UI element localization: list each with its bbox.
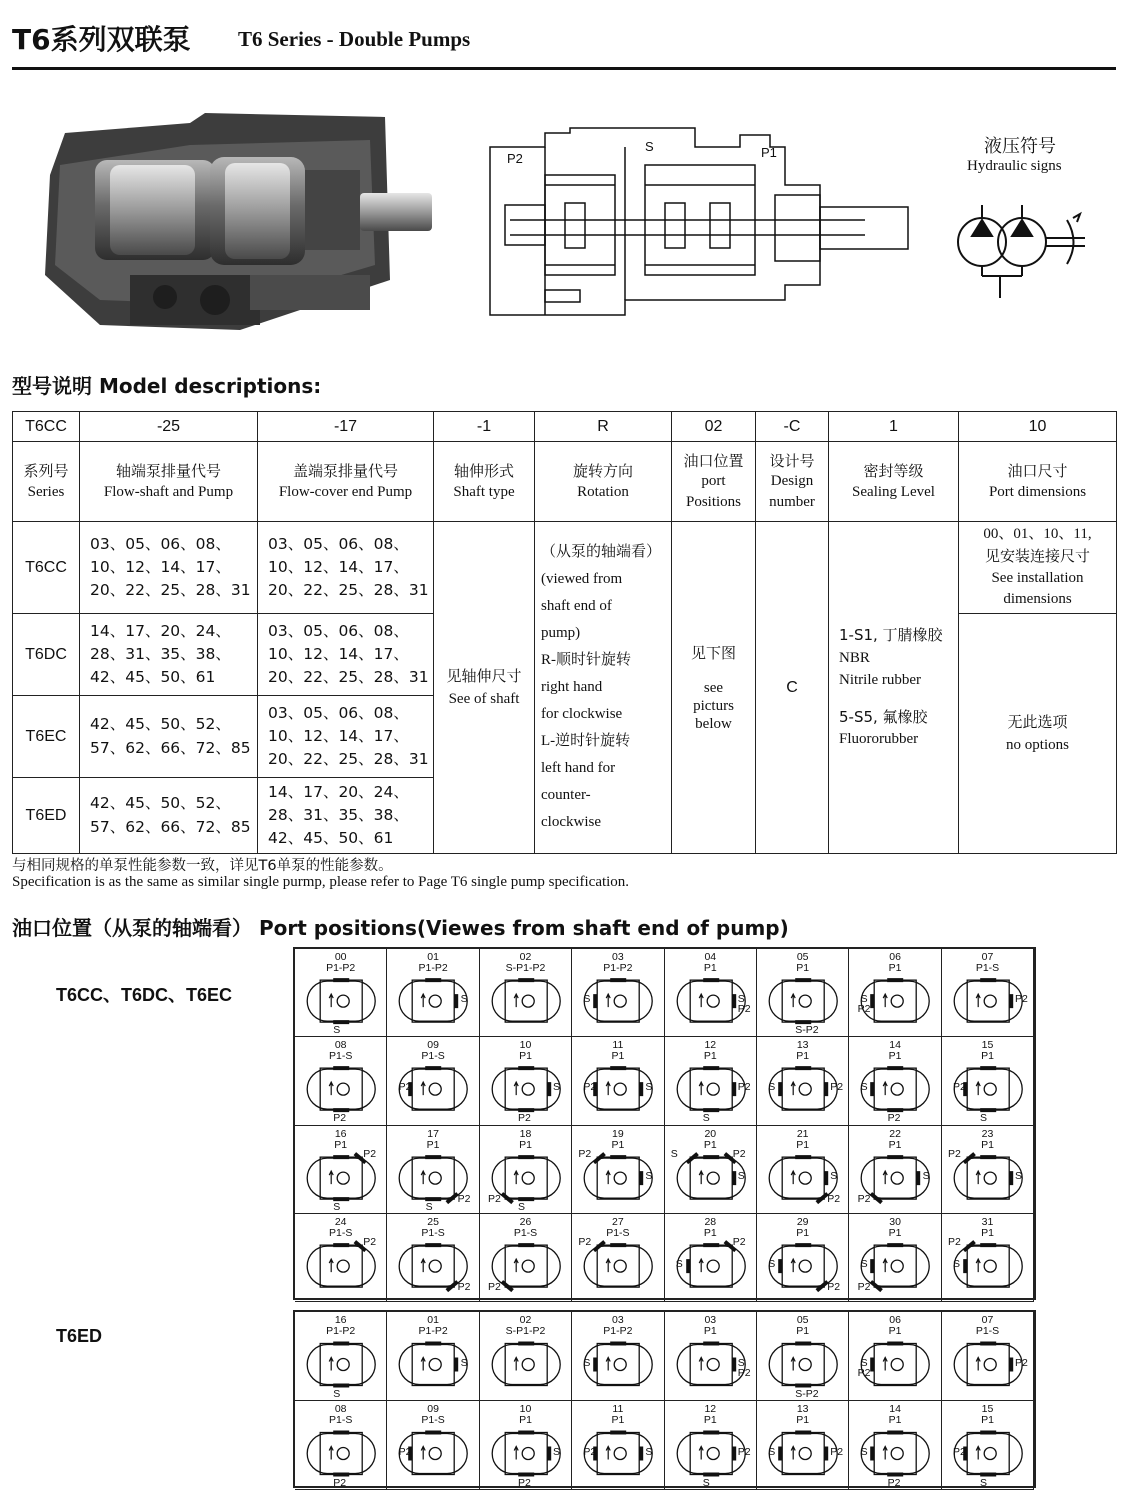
port-bottom-label: S-P2 <box>795 1024 819 1037</box>
design-cell: C <box>756 522 829 854</box>
pump-outline-icon <box>295 1312 387 1401</box>
port-left-label: P2 <box>398 1081 412 1094</box>
port-cell-04 <box>665 949 757 1037</box>
port-code: 06 <box>889 1314 901 1326</box>
port-top-right-label: P2 <box>363 1147 377 1160</box>
port-top-label: P1-S <box>975 962 1000 974</box>
port-right-label: P2 <box>737 1081 751 1094</box>
port-cell-21 <box>757 1126 849 1214</box>
port-dim-top-cell: 00、01、10、11, 见安装连接尺寸 See installation dimensions <box>959 522 1117 614</box>
port-bottom-right-label: P2 <box>457 1280 471 1293</box>
header-port-dimension: 油口尺寸 Port dimensions <box>959 442 1117 522</box>
port-code: 17 <box>427 1127 439 1140</box>
port-top-label: P1 <box>888 1226 902 1239</box>
pump-outline-icon <box>572 1214 664 1302</box>
port-cell-07 <box>942 949 1034 1037</box>
series-cell: T6EC <box>13 696 80 778</box>
port-cell-05 <box>757 949 849 1037</box>
title-divider <box>12 67 1116 70</box>
port-code: 12 <box>704 1403 717 1415</box>
port-code: 03 <box>612 951 624 963</box>
port-top-label: P1-P2 <box>418 1325 448 1337</box>
port-cell-27 <box>572 1214 664 1302</box>
port-code: 13 <box>796 1039 809 1052</box>
port-code: 14 <box>889 1403 901 1415</box>
port-cell-31 <box>942 1214 1034 1302</box>
port-top-label: P1 <box>703 1138 717 1151</box>
page-title-cn: T6系列双联泵 <box>12 23 191 56</box>
port-code: 21 <box>796 1127 809 1140</box>
drawing-label-p1: P1 <box>761 145 777 160</box>
group2-label: T6ED <box>56 1326 103 1346</box>
port-cell-12 <box>665 1037 757 1125</box>
pump-outline-icon <box>295 949 387 1037</box>
port-code: 25 <box>427 1215 439 1228</box>
port-right-label: P2 <box>737 1445 751 1458</box>
header-series: 系列号 Series <box>13 442 80 522</box>
port-right-label: P2 <box>830 1445 844 1458</box>
port-code: 03 <box>612 1314 624 1326</box>
port-cell-15 <box>942 1037 1034 1125</box>
port-code: 10 <box>519 1403 532 1415</box>
port-bottom-label: S <box>979 1112 987 1125</box>
port-left-label: S <box>952 1257 960 1270</box>
port-left-label: S <box>768 1445 776 1458</box>
port-cell-30 <box>849 1214 941 1302</box>
pump-outline-icon <box>480 949 572 1037</box>
port-cell-17 <box>387 1126 479 1214</box>
port-cell-11 <box>572 1037 664 1125</box>
port-cell-13 <box>757 1037 849 1125</box>
port-bottom-left-label: P2 <box>487 1280 501 1293</box>
port-code: 11 <box>612 1039 624 1052</box>
hydraulic-signs-en: Hydraulic signs <box>967 158 1062 174</box>
port-code: 02 <box>519 1314 532 1326</box>
port-bottom-label: S <box>979 1476 987 1489</box>
port-top-label: P1 <box>888 1325 902 1337</box>
port-right-label: P2 <box>1014 993 1028 1006</box>
port-top-left-label: P2 <box>578 1147 592 1160</box>
port-top-right-label: P2 <box>363 1235 377 1248</box>
port-left-label: P2 <box>952 1081 966 1094</box>
port-code: 05 <box>796 1314 809 1326</box>
port-top-label: P1 <box>981 1226 994 1239</box>
port-top-label: P1-S <box>421 1226 445 1239</box>
port-code: 29 <box>796 1215 809 1228</box>
code-shaft-type: -1 <box>434 412 535 442</box>
port-code: 07 <box>981 951 994 963</box>
port-bottom-left-label: P2 <box>487 1192 501 1205</box>
shaft-values-cell: 14、17、20、24、 28、31、35、38、 42、45、50、61 <box>80 614 258 696</box>
port-top-left-label: P2 <box>947 1147 961 1160</box>
port-top-label: P1 <box>703 962 717 974</box>
port-right-label: S <box>737 993 745 1006</box>
pump-outline-icon <box>480 1312 572 1401</box>
port-top-label: P1 <box>981 1138 994 1151</box>
port-cell-07 <box>942 1312 1034 1401</box>
port-left-label: S <box>860 1257 868 1270</box>
pump-section-drawing <box>485 125 915 320</box>
port-bottom-label: S-P2 <box>795 1387 819 1400</box>
port-positions-title: 油口位置（从泵的轴端看） Port positions(Viewes from shaft end of pump) <box>12 916 789 940</box>
port-code: 12 <box>704 1039 717 1052</box>
port-top-label: P1 <box>796 1226 810 1239</box>
port-cell-12 <box>665 1401 757 1490</box>
port-top-label: P1 <box>611 1138 625 1151</box>
port-bottom-label: S <box>702 1112 710 1125</box>
port-code: 01 <box>427 1314 439 1326</box>
port-top-label: P1-S <box>606 1226 630 1239</box>
port-code: 15 <box>981 1039 994 1052</box>
port-cell-14 <box>849 1401 941 1490</box>
port-right-label: S <box>552 1081 560 1094</box>
port-code: 08 <box>334 1039 347 1052</box>
port-top-label: P1 <box>519 1138 532 1151</box>
port-cell-05 <box>757 1312 849 1401</box>
port-cell-16 <box>295 1312 387 1401</box>
shaft-values-cell: 42、45、50、52、 57、62、66、72、85 <box>80 778 258 854</box>
port-right-label: S <box>645 1169 653 1182</box>
header-cover-pump: 盖端泵排量代号 Flow-cover end Pump <box>258 442 434 522</box>
port-top-label: P1-P2 <box>418 962 448 974</box>
port-top-label: P1-P2 <box>326 962 356 974</box>
port-position-cell: 见下图 see picturs below <box>672 522 756 854</box>
port-cell-10 <box>480 1401 572 1490</box>
port-left-label: S <box>583 1356 591 1369</box>
port-top-label: P1-S <box>975 1325 1000 1337</box>
port-top-label: P1-S <box>329 1414 353 1426</box>
port-bottom-label: S <box>425 1200 433 1213</box>
port-code: 00 <box>334 951 347 963</box>
spec-note-cn: 与相同规格的单泵性能参数一致，详见T6单泵的性能参数。 <box>12 858 393 874</box>
pump-photo <box>40 105 435 340</box>
port-cell-02 <box>480 949 572 1037</box>
port-code: 08 <box>334 1403 347 1415</box>
port-top-left-label: P2 <box>947 1235 961 1248</box>
port-bottom-label: S <box>702 1476 710 1489</box>
port-dim-bottom-cell: 无此选项 no options <box>959 614 1117 854</box>
port-left-label: P2 <box>583 1445 597 1458</box>
port-cell-00 <box>295 949 387 1037</box>
port-code: 28 <box>704 1215 717 1228</box>
port-left-label: S <box>860 1081 868 1094</box>
port-code: 27 <box>612 1215 624 1228</box>
port-code: 14 <box>889 1039 901 1052</box>
port-top-right-label: P2 <box>732 1235 746 1248</box>
port-top-label: P1 <box>519 1414 532 1426</box>
port-top-label: P1 <box>334 1138 348 1151</box>
port-cell-01 <box>387 1312 479 1401</box>
table-row <box>13 522 1117 614</box>
port-bottom-left-label: P2 <box>857 1280 871 1293</box>
port-left-label-2: P2 <box>857 1003 871 1016</box>
header-rotation: 旋转方向 Rotation <box>535 442 672 522</box>
port-bottom-label: S <box>333 1387 341 1400</box>
model-descriptions-title: 型号说明 Model descriptions: <box>12 374 322 398</box>
port-top-label: P1 <box>796 1325 810 1337</box>
port-top-label: P1-P2 <box>603 962 633 974</box>
code-cover-pump: -17 <box>258 412 434 442</box>
code-design: -C <box>756 412 829 442</box>
port-cell-16 <box>295 1126 387 1214</box>
port-left-label: P2 <box>398 1445 412 1458</box>
cover-values-cell: 03、05、06、08、 10、12、14、17、 20、22、25、28、31 <box>258 522 434 614</box>
port-bottom-right-label: P2 <box>457 1192 471 1205</box>
port-grid-group1 <box>293 947 1036 1300</box>
header-port-position: 油口位置 port Positions <box>672 442 756 522</box>
port-right-label: S <box>645 1081 653 1094</box>
port-cell-06 <box>849 1312 941 1401</box>
port-bottom-label: P2 <box>517 1112 531 1125</box>
port-bottom-left-label: P2 <box>857 1192 871 1205</box>
port-cell-15 <box>942 1401 1034 1490</box>
port-cell-22 <box>849 1126 941 1214</box>
port-code: 11 <box>612 1403 624 1415</box>
port-cell-08 <box>295 1401 387 1490</box>
port-top-label: P1-S <box>329 1226 353 1239</box>
port-cell-18 <box>480 1126 572 1214</box>
port-code: 13 <box>796 1403 809 1415</box>
model-descriptions-table <box>12 411 1117 854</box>
pump-outline-icon <box>295 1126 387 1214</box>
shaft-values-cell: 42、45、50、52、 57、62、66、72、85 <box>80 696 258 778</box>
port-code: 16 <box>334 1314 347 1326</box>
port-top-label: P1 <box>796 1414 810 1426</box>
port-cell-08 <box>295 1037 387 1125</box>
port-top-label: P1-S <box>329 1050 353 1063</box>
port-right-label: S <box>737 1169 745 1182</box>
port-top-label: P1 <box>796 1050 810 1063</box>
port-cell-02 <box>480 1312 572 1401</box>
port-cell-29 <box>757 1214 849 1302</box>
cover-values-cell: 03、05、06、08、 10、12、14、17、 20、22、25、28、31 <box>258 614 434 696</box>
port-cell-01 <box>387 949 479 1037</box>
header-shaft-type: 轴伸形式 Shaft type <box>434 442 535 522</box>
port-top-label: P1 <box>981 1414 994 1426</box>
port-top-label: P1-S <box>421 1414 445 1426</box>
spec-note-en: Specification is as the same as similar single purmp, please refer to Page T6 single pump specification. <box>12 874 630 890</box>
code-shaft-pump: -25 <box>80 412 258 442</box>
port-left-label: S <box>583 993 591 1006</box>
group1-label: T6CC、T6DC、T6EC <box>56 985 233 1005</box>
port-cell-28 <box>665 1214 757 1302</box>
port-top-right-label: P2 <box>732 1147 746 1160</box>
port-top-label: P1 <box>426 1138 440 1151</box>
port-top-label: S-P1-P2 <box>505 962 546 974</box>
port-code: 18 <box>519 1127 532 1140</box>
port-bottom-right-label: P2 <box>827 1280 841 1293</box>
port-cell-23 <box>942 1126 1034 1214</box>
port-top-label: P1 <box>888 1050 902 1063</box>
port-right-label: S <box>460 1356 468 1369</box>
port-top-label: P1 <box>611 1414 625 1426</box>
header-design: 设计号 Design number <box>756 442 829 522</box>
port-cell-09 <box>387 1401 479 1490</box>
port-bottom-label: P2 <box>887 1112 901 1125</box>
port-cell-20 <box>665 1126 757 1214</box>
port-bottom-label: P2 <box>887 1476 901 1489</box>
series-cell: T6CC <box>13 522 80 614</box>
port-top-label: P1 <box>703 1325 717 1337</box>
port-top-left-label: P2 <box>578 1235 592 1248</box>
port-left-label: S <box>860 993 868 1006</box>
code-sealing: 1 <box>829 412 959 442</box>
pump-outline-icon <box>295 1214 387 1302</box>
port-top-label: P1 <box>796 962 810 974</box>
code-rotation: R <box>535 412 672 442</box>
port-cell-11 <box>572 1401 664 1490</box>
port-bottom-label: S <box>333 1024 341 1037</box>
port-cell-03 <box>572 1312 664 1401</box>
port-cell-14 <box>849 1037 941 1125</box>
port-right-label: P2 <box>830 1081 844 1094</box>
port-cell-06 <box>849 949 941 1037</box>
port-bottom-label: P2 <box>517 1476 531 1489</box>
port-left-label: S <box>768 1081 776 1094</box>
port-bottom-label: S <box>517 1200 525 1213</box>
port-left-label: P2 <box>583 1081 597 1094</box>
port-code: 16 <box>334 1127 347 1140</box>
port-top-label: P1 <box>703 1050 717 1063</box>
header-sealing: 密封等级 Sealing Level <box>829 442 959 522</box>
port-top-label: P1 <box>981 1050 994 1063</box>
port-code: 03 <box>704 1314 717 1326</box>
port-left-label-2: P2 <box>857 1366 871 1379</box>
port-top-label: P1 <box>703 1414 717 1426</box>
port-code: 10 <box>519 1039 532 1052</box>
port-grid-group2 <box>293 1310 1036 1488</box>
port-right-label: P2 <box>1014 1356 1028 1369</box>
port-top-left-label: S <box>670 1147 678 1160</box>
drawing-label-p2: P2 <box>507 151 523 166</box>
port-top-label: P1 <box>519 1050 532 1063</box>
hydraulic-symbol-icon <box>955 200 1090 300</box>
port-cell-10 <box>480 1037 572 1125</box>
code-port-dimension: 10 <box>959 412 1117 442</box>
port-cell-03 <box>572 949 664 1037</box>
port-code: 31 <box>981 1215 994 1228</box>
port-cell-25 <box>387 1214 479 1302</box>
port-right-label: S <box>737 1356 745 1369</box>
port-top-label: P1 <box>888 962 902 974</box>
port-code: 26 <box>519 1215 532 1228</box>
port-code: 09 <box>427 1039 439 1052</box>
port-code: 02 <box>519 951 532 963</box>
shaft-type-cell: 见轴伸尺寸 See of shaft <box>434 522 535 854</box>
port-cell-03 <box>665 1312 757 1401</box>
series-cell: T6ED <box>13 778 80 854</box>
drawing-label-s: S <box>645 139 654 154</box>
port-top-label: P1-S <box>513 1226 538 1239</box>
sealing-cell: 1-S1, 丁腈橡胶 NBR Nitrile rubber 5-S5, 氟橡胶 Fluororubber <box>829 522 959 854</box>
port-cell-24 <box>295 1214 387 1302</box>
port-right-label: S <box>552 1445 560 1458</box>
port-code: 15 <box>981 1403 994 1415</box>
port-left-label: P2 <box>952 1445 966 1458</box>
port-bottom-right-label: P2 <box>827 1192 841 1205</box>
cover-values-cell: 03、05、06、08、 10、12、14、17、 20、22、25、28、31 <box>258 696 434 778</box>
port-left-label: S <box>860 1445 868 1458</box>
shaft-values-cell: 03、05、06、08、 10、12、14、17、 20、22、25、28、31 <box>80 522 258 614</box>
port-bottom-label: P2 <box>333 1112 347 1125</box>
port-right-label-2: P2 <box>737 1003 751 1016</box>
port-top-label: P1-P2 <box>326 1325 356 1337</box>
hydraulic-signs-cn: 液压符号 <box>984 136 1056 157</box>
port-code: 23 <box>981 1127 994 1140</box>
rotation-cell: （从泵的轴端看） (viewed from shaft end of pump) R-顺时针旋转 right hand for clockwise L-逆时针旋转 left hand for counter- clockwise <box>535 522 672 854</box>
port-code: 09 <box>427 1403 439 1415</box>
port-cell-09 <box>387 1037 479 1125</box>
port-code: 20 <box>704 1127 717 1140</box>
code-series: T6CC <box>13 412 80 442</box>
port-top-label: P1 <box>888 1138 902 1151</box>
port-top-label: P1 <box>703 1226 717 1239</box>
port-top-label: P1 <box>611 1050 625 1063</box>
port-left-label: S <box>768 1257 776 1270</box>
port-left-label: S <box>860 1356 868 1369</box>
header-shaft-pump: 轴端泵排量代号 Flow-shaft and Pump <box>80 442 258 522</box>
port-code: 19 <box>612 1127 624 1140</box>
port-top-label: S-P1-P2 <box>505 1325 546 1337</box>
port-right-label: S <box>830 1169 838 1182</box>
port-code: 30 <box>889 1215 901 1228</box>
port-cell-13 <box>757 1401 849 1490</box>
port-code: 22 <box>889 1127 901 1140</box>
port-code: 07 <box>981 1314 994 1326</box>
port-right-label: S <box>922 1169 930 1182</box>
port-bottom-label: S <box>333 1200 341 1213</box>
port-right-label-2: P2 <box>737 1366 751 1379</box>
port-top-label: P1 <box>888 1414 902 1426</box>
cover-values-cell: 14、17、20、24、 28、31、35、38、 42、45、50、61 <box>258 778 434 854</box>
port-top-label: P1-S <box>421 1050 445 1063</box>
header-row <box>13 442 1117 522</box>
code-port-position: 02 <box>672 412 756 442</box>
port-right-label: S <box>460 993 468 1006</box>
port-bottom-label: P2 <box>333 1476 347 1489</box>
port-left-label: S <box>675 1257 683 1270</box>
port-code: 01 <box>427 951 439 963</box>
port-cell-19 <box>572 1126 664 1214</box>
port-code: 24 <box>334 1215 347 1228</box>
page-title-en: T6 Series - Double Pumps <box>238 27 471 51</box>
port-top-label: P1-P2 <box>603 1325 633 1337</box>
port-right-label: S <box>645 1445 653 1458</box>
port-code: 04 <box>704 951 717 963</box>
port-right-label: S <box>1014 1169 1022 1182</box>
port-cell-26 <box>480 1214 572 1302</box>
code-row <box>13 412 1117 442</box>
port-code: 06 <box>889 951 901 963</box>
port-code: 05 <box>796 951 809 963</box>
port-top-label: P1 <box>796 1138 810 1151</box>
series-cell: T6DC <box>13 614 80 696</box>
